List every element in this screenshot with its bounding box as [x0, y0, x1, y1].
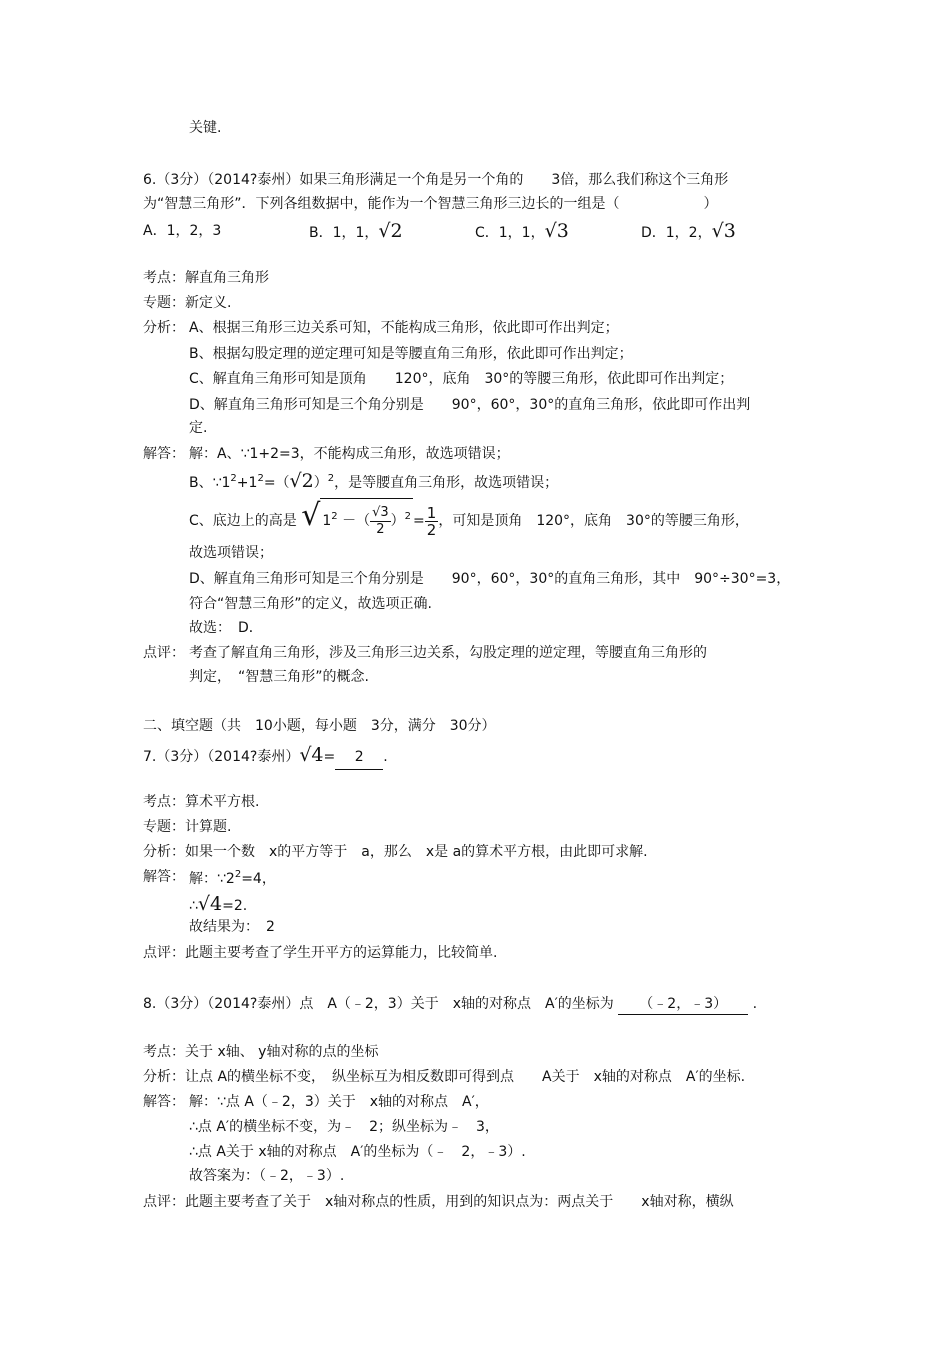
- q6-jieda-label: 解答：: [143, 446, 185, 462]
- q6-option-b: B．1，1，√2: [309, 220, 403, 242]
- q6-option-c: C．1，1，√3: [475, 220, 569, 242]
- radicand: $1^2$ －（ $\frac{√3}{2}$ ）$^2$: [320, 498, 413, 545]
- q7-jieda-line1: 解：$\because 2^2=4$，: [189, 869, 276, 887]
- q6-kaodian: 考点：解直角三角形: [143, 270, 269, 286]
- q8-fenxi: 分析：让点 A的横坐标不变， 纵坐标互为相反数即可得到点 A关于 x轴的对称点 A′的坐标.: [143, 1069, 746, 1085]
- q6-fenxi-line: A、根据三角形三边关系可知，不能构成三角形，依此即可作出判定；: [189, 320, 619, 336]
- sqrt-symbol: √: [301, 498, 321, 533]
- q8-jieda-line: 解：∵点 A（﹣2，3）关于 x轴的对称点 A′，: [189, 1094, 489, 1110]
- sqrt2-symbol: √2: [289, 470, 314, 492]
- q8-jieda-label: 解答：: [143, 1094, 185, 1110]
- q7-jieda-line2: ∴√4=2.: [189, 893, 248, 915]
- q7-jieda-line3: 故结果为： 2: [189, 919, 275, 935]
- q6-jieda-d3: 故选： D．: [189, 620, 263, 636]
- q7-stem: 7.（3分）（2014?泰州）√4= 2 .: [143, 743, 388, 770]
- q6-fenxi-line: C、解直角三角形可知是顶角 120°，底角 30°的等腰三角形，依此即可作出判定；: [189, 371, 734, 387]
- sqrt4-symbol: √4: [299, 744, 324, 766]
- q6-dianping-label: 点评：: [143, 645, 185, 661]
- q7-kaodian: 考点：算术平方根.: [143, 794, 260, 810]
- q7-answer-blank: 2: [335, 745, 383, 770]
- fraction-one-half: $\frac{1}{2}$: [426, 503, 437, 539]
- q8-jieda-line: ∴点 A′的横坐标不变，为﹣ 2；纵坐标为﹣ 3，: [189, 1119, 499, 1135]
- q8-kaodian: 考点：关于 x轴、 y轴对称的点的坐标: [143, 1044, 379, 1060]
- sqrt2-symbol: √2: [378, 220, 403, 242]
- sqrt3-symbol: √3: [544, 220, 569, 242]
- q6-option-a: A．1，2，3: [143, 223, 222, 239]
- q6-jieda-b: B、$\because 1^2+1^2=(√2)^2$，是等腰直角三角形，故选项错误；: [189, 470, 559, 492]
- q8-stem: 8.（3分）（2014?泰州）点 A（﹣2，3）关于 x轴的对称点 A′的坐标为 （﹣2，﹣3） .: [143, 994, 757, 1015]
- q6-dianping-line2: 判定， “智慧三角形”的概念.: [189, 669, 369, 685]
- sqrt3-symbol: √3: [711, 220, 736, 242]
- q8-dianping: 点评：此题主要考查了关于 x轴对称点的性质，用到的知识点为：两点关于 x轴对称，横纵: [143, 1194, 734, 1210]
- section-title: 二、填空题（共 10小题，每小题 3分，满分 30分）: [143, 718, 496, 734]
- q6-option-d: D．1，2，√3: [641, 220, 736, 242]
- q6-jieda-d1: D、解直角三角形可知是三个角分别是 90°，60°，30°的直角三角形，其中 90°÷30°=3，: [189, 571, 791, 587]
- sqrt4-symbol: √4: [197, 893, 223, 915]
- q6-jieda-c: C、底边上的高是 √ $1^2$ －（ $\frac{√3}{2}$ ）$^2$ = $\frac{1}{2}$ ，可知是顶角 120°，底角 30°的等腰三角形，: [189, 494, 749, 540]
- q6-zhuanti: 专题：新定义.: [143, 295, 232, 311]
- q6-stem-line1: 6.（3分）（2014?泰州）如果三角形满足一个角是另一个角的 3倍，那么我们称这个三角形: [143, 172, 729, 188]
- q6-jieda-d2: 符合“智慧三角形”的定义，故选项正确.: [189, 596, 432, 612]
- q6-dianping-line1: 考查了解直角三角形，涉及三角形三边关系，勾股定理的逆定理，等腰直角三角形的: [189, 645, 707, 661]
- q6-jieda-c2: 故选项错误；: [189, 545, 273, 561]
- q8-jieda-line: ∴点 A关于 x轴的对称点 A′的坐标为（﹣ 2，﹣3）.: [189, 1144, 526, 1160]
- q6-fenxi-line: B、根据勾股定理的逆定理可知是等腰直角三角形，依此即可作出判定；: [189, 346, 633, 362]
- q7-jieda-label: 解答：: [143, 869, 185, 885]
- q6-fenxi-label: 分析：: [143, 320, 185, 336]
- q7-dianping: 点评：此题主要考查了学生开平方的运算能力，比较简单.: [143, 945, 498, 961]
- fraction-sqrt3-over-2: $\frac{√3}{2}$: [372, 504, 389, 537]
- q6-fenxi-line: D、解直角三角形可知是三个角分别是 90°，60°，30°的直角三角形，依此即可作出判: [189, 397, 751, 413]
- q6-fenxi-line: 定.: [189, 420, 208, 436]
- q6-jieda-a: 解：A、∵1+2=3，不能构成三角形，故选项错误；: [189, 446, 510, 462]
- q7-fenxi: 分析：如果一个数 x的平方等于 a，那么 x是 a的算术平方根，由此即可求解.: [143, 844, 648, 860]
- q7-zhuanti: 专题：计算题.: [143, 819, 232, 835]
- q8-answer-blank: （﹣2，﹣3）: [618, 994, 748, 1015]
- prev-tail: 关键.: [189, 120, 222, 136]
- q8-jieda-line: 故答案为：（﹣2，﹣3）.: [189, 1168, 345, 1184]
- q6-stem-line2: 为“智慧三角形”．下列各组数据中，能作为一个智慧三角形三边长的一组是（ ）: [143, 196, 718, 212]
